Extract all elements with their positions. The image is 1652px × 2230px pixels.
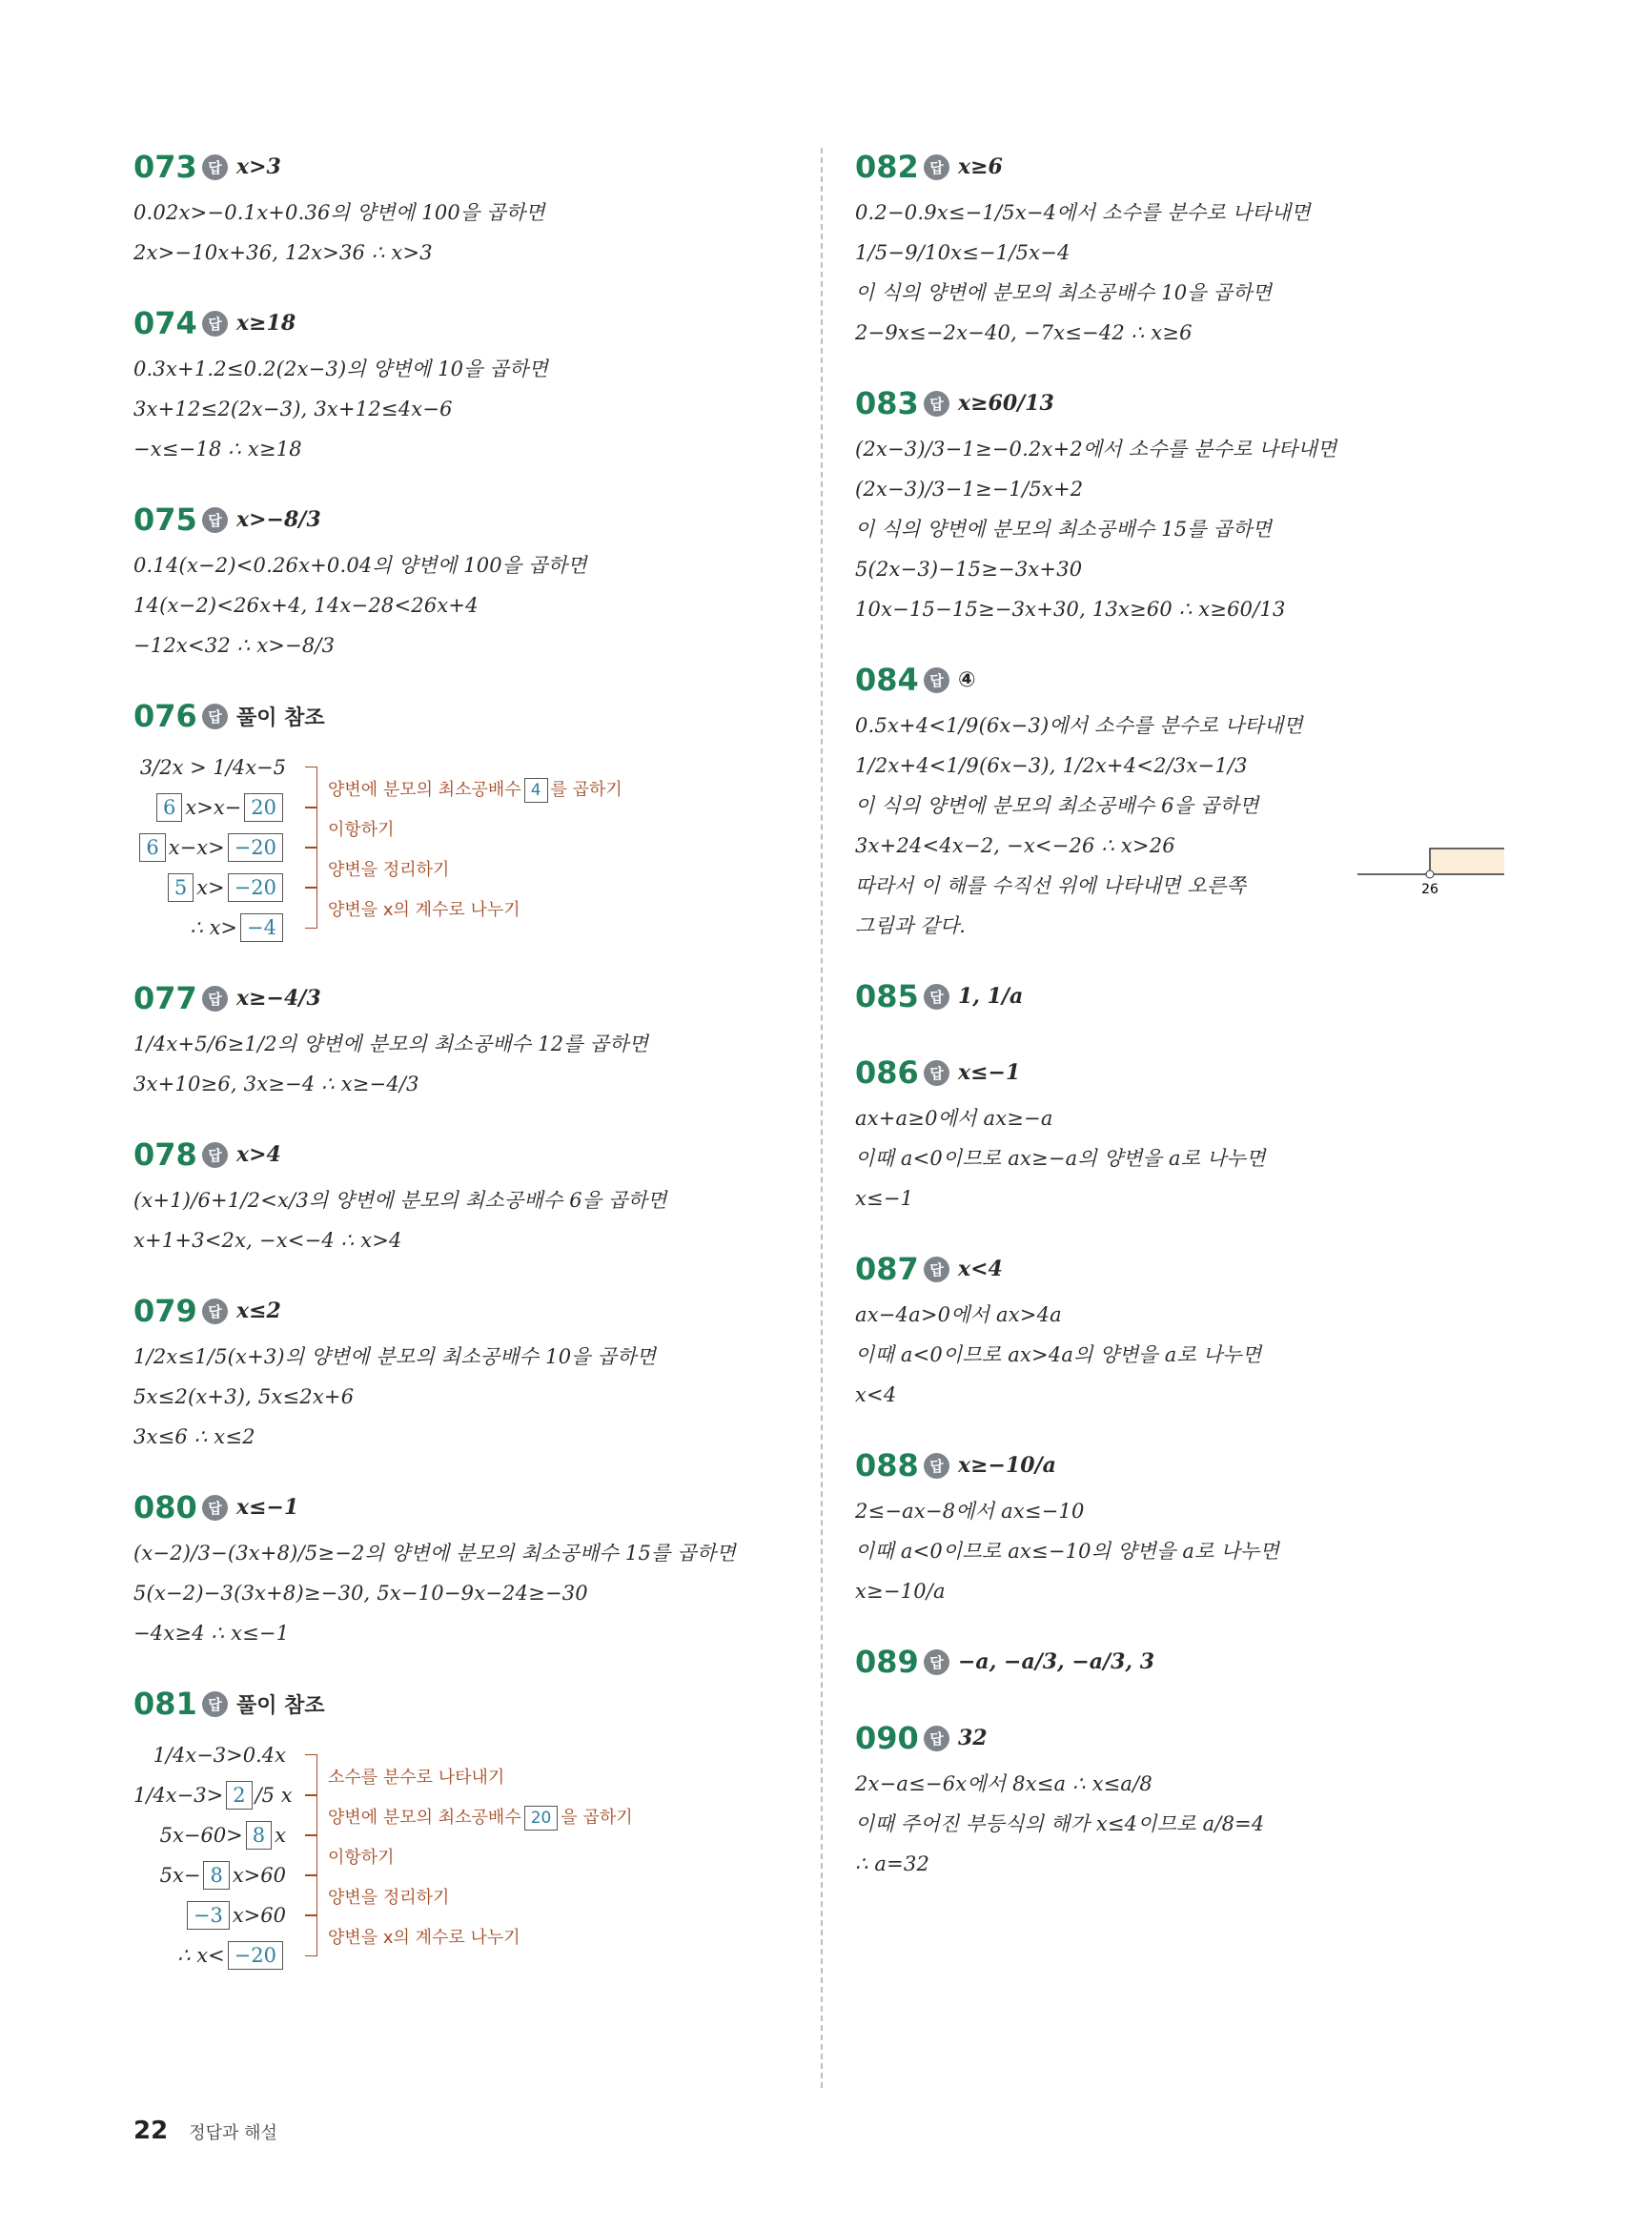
- step-row: [133, 828, 801, 868]
- problem-header: [133, 1129, 801, 1180]
- step-bracket: [305, 807, 317, 849]
- solution-line: 3x+10≥6, 3x≥−4 ∴ x≥−4/3: [133, 1073, 419, 1095]
- answer-box: 6: [156, 793, 182, 822]
- step-expression: [133, 1821, 286, 1850]
- solution-line: 이때 a<0이므로 ax≥−a의 양변을 a로 나누면: [855, 1147, 1266, 1170]
- step-bracket: [305, 847, 317, 889]
- problem-header: [855, 141, 1522, 193]
- answer-text: x≤2: [236, 1299, 281, 1323]
- answer-badge: 답: [924, 1060, 949, 1086]
- answer-badge: 답: [202, 311, 228, 337]
- problem-079: [133, 1285, 801, 1457]
- solution-line: 2≤−ax−8에서 ax≤−10: [855, 1500, 1085, 1523]
- answer-box: 8: [203, 1861, 229, 1890]
- problem-header: [133, 1482, 801, 1533]
- step-bracket: [305, 887, 317, 929]
- solution-line: 2x−a≤−6x에서 8x≤a ∴ x≤a/8: [855, 1772, 1152, 1795]
- problem-header: [855, 971, 1522, 1022]
- solution-line: 그림과 같다.: [855, 914, 967, 937]
- problem-header: [855, 1636, 1522, 1688]
- answer-badge: 답: [202, 1691, 228, 1717]
- problem-number: 075: [133, 501, 197, 538]
- answer-box: 8: [246, 1821, 272, 1850]
- problem-header: [133, 972, 801, 1024]
- problem-number: 090: [855, 1720, 919, 1756]
- answer-text: −a, −a/3, −a/3, 3: [958, 1649, 1155, 1674]
- solution-line: 0.2−0.9x≤−1/5x−4에서 소수를 분수로 나타내면: [855, 201, 1311, 224]
- solution-line: x≥−10/a: [855, 1580, 946, 1603]
- answer-text: x≥18: [236, 311, 296, 336]
- answer-badge: 답: [202, 1142, 228, 1168]
- answer-badge: 답: [924, 1257, 949, 1282]
- step-bracket: [305, 1834, 317, 1876]
- note-text: 소수를 분수로 나타내기: [328, 1768, 505, 1788]
- solution-line: 1/4x+5/6≥1/2의 양변에 분모의 최소공배수 12를 곱하면: [133, 1033, 649, 1055]
- problem-087: [855, 1243, 1522, 1415]
- step-bracket: [305, 1754, 317, 1796]
- problem-089: [855, 1636, 1522, 1688]
- solution-line: 0.14(x−2)<0.26x+0.04의 양변에 100을 곱하면: [133, 554, 587, 577]
- tick-label: 26: [1421, 882, 1438, 897]
- problem-header: [855, 378, 1522, 429]
- problem-number: 074: [133, 305, 197, 341]
- step-expression: [133, 1781, 293, 1810]
- solution-line: 0.02x>−0.1x+0.36의 양변에 100을 곱하면: [133, 201, 545, 224]
- solution-line: 5x≤2(x+3), 5x≤2x+6: [133, 1385, 355, 1408]
- step-bracket: [305, 767, 317, 808]
- solution-line: 5(x−2)−3(3x+8)≥−30, 5x−10−9x−24≥−30: [133, 1582, 588, 1605]
- step-note: [328, 896, 520, 921]
- answer-box: 20: [524, 1806, 559, 1831]
- solution-line: 1/5−9/10x≤−1/5x−4: [855, 241, 1071, 264]
- step-text: x>: [196, 876, 225, 899]
- problem-number: 073: [133, 149, 197, 185]
- step-text: x−x>: [168, 836, 225, 859]
- solution-line: −x≤−18 ∴ x≥18: [133, 438, 302, 460]
- answer-badge: 답: [924, 1453, 949, 1479]
- problem-header: [133, 1285, 801, 1337]
- step-text: x>x−: [185, 796, 242, 819]
- step-expression: [133, 756, 286, 779]
- step-text: x: [275, 1824, 286, 1847]
- answer-text: ④: [958, 667, 976, 692]
- solution-line: 2−9x≤−2x−40, −7x≤−42 ∴ x≥6: [855, 321, 1193, 344]
- answer-text: x≥−4/3: [236, 986, 321, 1011]
- answer-text: x≥60/13: [958, 391, 1054, 416]
- problem-header: [133, 141, 801, 193]
- problem-number: 080: [133, 1489, 197, 1525]
- solution-line: 0.3x+1.2≤0.2(2x−3)의 양변에 10을 곱하면: [133, 358, 549, 380]
- answer-box: −20: [228, 833, 283, 862]
- solution-line: −12x<32 ∴ x>−8/3: [133, 634, 336, 657]
- step-note: [328, 776, 622, 803]
- step-bracket: [305, 1914, 317, 1956]
- solution-line: x+1+3<2x, −x<−4 ∴ x>4: [133, 1229, 402, 1252]
- solution-line: 이 식의 양변에 분모의 최소공배수 15를 곱하면: [855, 518, 1273, 541]
- note-text: 를 곱하기: [550, 780, 622, 800]
- problem-header: [855, 1243, 1522, 1295]
- step-expression: [133, 793, 286, 822]
- step-note: [328, 856, 449, 881]
- problem-number: 082: [855, 149, 919, 185]
- problem-number: 084: [855, 662, 919, 698]
- problem-074: [133, 297, 801, 469]
- answer-text: x>−8/3: [236, 507, 321, 532]
- answer-box: −20: [228, 873, 283, 902]
- answer-badge: 답: [924, 154, 949, 180]
- step-expression: [133, 913, 286, 942]
- number-line: [1356, 841, 1508, 898]
- solution-region: [1430, 849, 1504, 874]
- answer-badge: 답: [924, 1649, 949, 1675]
- note-text: 양변을 정리하기: [328, 860, 450, 880]
- open-point: [1426, 870, 1434, 878]
- answer-box: 5: [168, 873, 194, 902]
- solution-line: 1/2x+4<1/9(6x−3), 1/2x+4<2/3x−1/3: [855, 754, 1248, 777]
- answer-text: x>3: [236, 154, 281, 179]
- answer-box: 2: [226, 1781, 252, 1810]
- answer-text: x≤−1: [958, 1060, 1021, 1085]
- solution-line: 3x+12≤2(2x−3), 3x+12≤4x−6: [133, 398, 453, 420]
- solution-line: 14(x−2)<26x+4, 14x−28<26x+4: [133, 594, 479, 617]
- problem-header: [133, 1678, 801, 1729]
- answer-badge: 답: [924, 667, 949, 693]
- problem-number: 085: [855, 978, 919, 1014]
- solution-line: 2x>−10x+36, 12x>36 ∴ x>3: [133, 241, 433, 264]
- problem-header: [133, 494, 801, 545]
- problem-080: [133, 1482, 801, 1653]
- problem-number: 077: [133, 980, 197, 1016]
- problem-number: 078: [133, 1136, 197, 1173]
- answer-badge: 답: [202, 154, 228, 180]
- problem-078: [133, 1129, 801, 1260]
- step-text: x>60: [232, 1904, 286, 1927]
- solution-line: (x+1)/6+1/2<x/3의 양변에 분모의 최소공배수 6을 곱하면: [133, 1189, 667, 1212]
- answer-text: x<4: [958, 1257, 1003, 1281]
- solution-line: ax−4a>0에서 ax>4a: [855, 1303, 1062, 1326]
- answer-box: −3: [187, 1901, 230, 1930]
- step-row: [133, 1855, 801, 1895]
- problem-number: 086: [855, 1054, 919, 1091]
- step-note: [328, 816, 395, 841]
- solution-line: 1/2x≤1/5(x+3)의 양변에 분모의 최소공배수 10을 곱하면: [133, 1345, 657, 1368]
- solution-line: 0.5x+4<1/9(6x−3)에서 소수를 분수로 나타내면: [855, 714, 1303, 737]
- step-expression: [133, 1861, 286, 1890]
- solution-line: −4x≥4 ∴ x≤−1: [133, 1622, 290, 1645]
- step-text: x>60: [232, 1864, 286, 1887]
- solution-line: x<4: [855, 1383, 897, 1406]
- note-text: 양변에 분모의 최소공배수: [328, 780, 521, 800]
- solution-line: 3x≤6 ∴ x≤2: [133, 1425, 255, 1448]
- answer-badge: 답: [924, 1726, 949, 1751]
- problem-header: [855, 1712, 1522, 1764]
- answer-badge: 답: [202, 704, 228, 729]
- problem-083: [855, 378, 1522, 629]
- step-expression: [133, 1744, 286, 1767]
- answer-box: 20: [244, 793, 283, 822]
- solution-steps: [133, 747, 801, 948]
- note-text: 이항하기: [328, 820, 395, 840]
- answer-text: x≥6: [958, 154, 1003, 179]
- left-column: [133, 141, 801, 2000]
- answer-badge: 답: [924, 984, 949, 1010]
- problem-number: 079: [133, 1293, 197, 1329]
- problem-084: [855, 654, 1522, 946]
- problem-header: [855, 654, 1522, 706]
- step-text: 1/4x−3>0.4x: [153, 1744, 286, 1767]
- step-text: ∴ x>: [190, 916, 238, 939]
- problem-number: 089: [855, 1644, 919, 1680]
- problem-header: [133, 297, 801, 349]
- answer-badge: 답: [202, 1299, 228, 1324]
- problem-090: [855, 1712, 1522, 1884]
- problem-number: 088: [855, 1447, 919, 1483]
- problem-header: [855, 1440, 1522, 1491]
- solution-line: 따라서 이 해를 수직선 위에 나타내면 오른쪽: [855, 874, 1246, 897]
- problem-077: [133, 972, 801, 1104]
- step-expression: [133, 873, 286, 902]
- note-text: 양변을 x의 계수로 나누기: [328, 1928, 520, 1948]
- solution-line: 3x+24<4x−2, −x<−26 ∴ x>26: [855, 834, 1175, 857]
- problem-number: 076: [133, 698, 197, 734]
- problem-number: 087: [855, 1251, 919, 1287]
- answer-text: x≥−10/a: [958, 1453, 1056, 1478]
- step-note: [328, 1804, 633, 1831]
- problem-header: [855, 1047, 1522, 1098]
- answer-box: 6: [139, 833, 165, 862]
- solution-line: (2x−3)/3−1≥−1/5x+2: [855, 478, 1084, 501]
- problem-header: [133, 690, 801, 742]
- step-text: 3/2x > 1/4x−5: [139, 756, 286, 779]
- answer-text: 풀이 참조: [236, 1693, 325, 1718]
- answer-box: 4: [524, 778, 548, 803]
- answer-badge: 답: [202, 507, 228, 533]
- problem-088: [855, 1440, 1522, 1611]
- answer-badge: 답: [202, 1495, 228, 1521]
- problem-082: [855, 141, 1522, 353]
- footer-title: 정답과 해설: [189, 2123, 277, 2143]
- step-text: ∴ x<: [177, 1944, 225, 1967]
- step-text: 5x−: [159, 1864, 201, 1887]
- answer-box: −20: [228, 1941, 283, 1970]
- note-text: 을 곱하기: [561, 1808, 633, 1828]
- solution-line: x≤−1: [855, 1187, 914, 1210]
- problem-086: [855, 1047, 1522, 1218]
- solution-line: 이 식의 양변에 분모의 최소공배수 10을 곱하면: [855, 281, 1273, 304]
- solution-line: 10x−15−15≥−3x+30, 13x≥60 ∴ x≥60/13: [855, 598, 1286, 621]
- solution-line: 이때 주어진 부등식의 해가 x≤4이므로 a/8=4: [855, 1812, 1265, 1835]
- solution-line: ax+a≥0에서 ax≥−a: [855, 1107, 1053, 1130]
- note-text: 양변에 분모의 최소공배수: [328, 1808, 521, 1828]
- solution-line: 이 식의 양변에 분모의 최소공배수 6을 곱하면: [855, 794, 1259, 817]
- page-footer: [133, 2117, 277, 2145]
- problem-number: 081: [133, 1686, 197, 1722]
- step-text: /5 x: [255, 1784, 293, 1807]
- step-text: 5x−60>: [159, 1824, 243, 1847]
- problem-085: [855, 971, 1522, 1022]
- answer-text: 1, 1/a: [958, 984, 1024, 1009]
- solution-line: (x−2)/3−(3x+8)/5≥−2의 양변에 분모의 최소공배수 15를 곱하면: [133, 1542, 736, 1565]
- step-bracket: [305, 1874, 317, 1916]
- step-expression: [133, 833, 286, 862]
- answer-box: −4: [240, 913, 283, 942]
- step-note: [328, 1924, 520, 1949]
- answer-badge: 답: [924, 391, 949, 417]
- solution-line: ∴ a=32: [855, 1852, 930, 1875]
- step-expression: [133, 1941, 286, 1970]
- step-bracket: [305, 1794, 317, 1836]
- problem-076: [133, 690, 801, 948]
- problem-075: [133, 494, 801, 665]
- step-text: 1/4x−3>: [133, 1784, 224, 1807]
- note-text: 양변을 정리하기: [328, 1888, 450, 1908]
- problem-number: 083: [855, 385, 919, 421]
- problem-081: [133, 1678, 801, 1975]
- answer-badge: 답: [202, 986, 228, 1012]
- step-note: [328, 1844, 395, 1869]
- problem-073: [133, 141, 801, 273]
- solution-line: 5(2x−3)−15≥−3x+30: [855, 558, 1083, 581]
- page-number: 22: [133, 2117, 169, 2145]
- note-text: 이항하기: [328, 1848, 395, 1868]
- step-expression: [133, 1901, 286, 1930]
- answer-text: x>4: [236, 1142, 281, 1167]
- solution-steps: [133, 1735, 801, 1975]
- answer-text: x≤−1: [236, 1495, 299, 1520]
- solution-line: 이때 a<0이므로 ax≤−10의 양변을 a로 나누면: [855, 1540, 1279, 1563]
- step-note: [328, 1884, 449, 1909]
- solution-line: (2x−3)/3−1≥−0.2x+2에서 소수를 분수로 나타내면: [855, 438, 1337, 460]
- answer-text: 풀이 참조: [236, 706, 325, 730]
- note-text: 양변을 x의 계수로 나누기: [328, 900, 520, 920]
- column-divider: [821, 148, 823, 2088]
- answer-text: 32: [958, 1726, 988, 1750]
- step-note: [328, 1764, 504, 1789]
- right-column: [855, 141, 1522, 1909]
- solution-line: 이때 a<0이므로 ax>4a의 양변을 a로 나누면: [855, 1343, 1262, 1366]
